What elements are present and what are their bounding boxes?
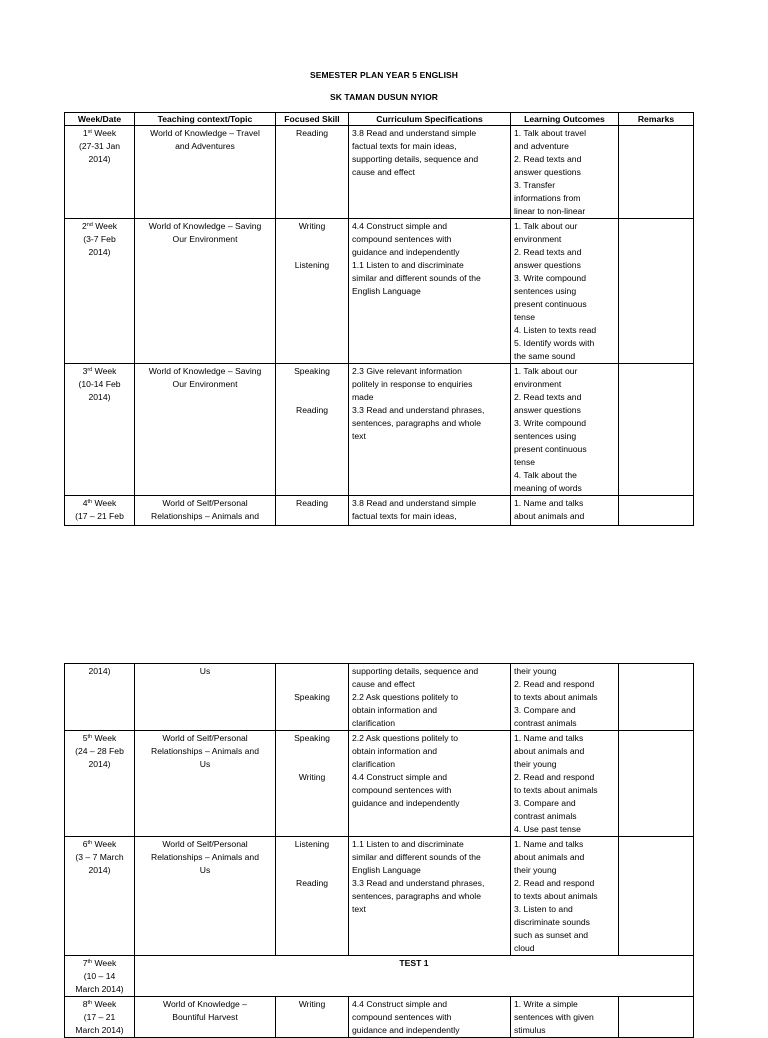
cell-line: (10-14 Feb bbox=[78, 379, 121, 389]
cell-line bbox=[279, 233, 345, 246]
cell-line: Our Environment bbox=[172, 234, 238, 244]
cell-line: Reading bbox=[295, 878, 328, 888]
cell-line: 3. Listen to and bbox=[514, 904, 573, 914]
week-label bbox=[68, 365, 131, 378]
cell-line: (10 – 14 bbox=[83, 971, 116, 981]
cell-line: and Adventures bbox=[175, 141, 235, 151]
cell-line: 3. Write compound bbox=[514, 273, 586, 283]
cell-line: compound sentences with bbox=[352, 1012, 452, 1022]
topic-cell bbox=[135, 364, 276, 496]
cell-line: 2.3 Give relevant information bbox=[352, 366, 462, 376]
cell-line: 3.3 Read and understand phrases, bbox=[352, 878, 485, 888]
outcomes-cell bbox=[511, 364, 619, 496]
week-date-cell bbox=[65, 956, 135, 997]
cell-line: World of Self/Personal bbox=[162, 733, 248, 743]
cell-line: compound sentences with bbox=[352, 785, 452, 795]
week-ordinal: st bbox=[87, 129, 92, 135]
cell-line: English Language bbox=[352, 286, 421, 296]
week-date-cell bbox=[65, 664, 135, 731]
cell-line: (3 – 7 March bbox=[75, 852, 124, 862]
skill-cell bbox=[276, 731, 349, 837]
cell-line: their young bbox=[514, 666, 557, 676]
cell-line: 2014) bbox=[88, 392, 111, 402]
cell-line: 3.3 Read and understand phrases, bbox=[352, 405, 485, 415]
cell-line: informations from bbox=[514, 193, 581, 203]
header-remarks: Remarks bbox=[619, 113, 694, 126]
cell-line: environment bbox=[514, 379, 562, 389]
cell-line: 4. Use past tense bbox=[514, 824, 581, 834]
cell-line bbox=[279, 665, 345, 678]
cell-line: guidance and independently bbox=[352, 798, 460, 808]
remarks-cell bbox=[619, 496, 694, 526]
cell-line: clarification bbox=[352, 759, 395, 769]
curriculum-cell bbox=[349, 496, 511, 526]
cell-line: tense bbox=[514, 457, 536, 467]
cell-line: tense bbox=[514, 312, 536, 322]
remarks-cell bbox=[619, 731, 694, 837]
table-row bbox=[65, 364, 694, 496]
week-date-cell bbox=[65, 837, 135, 956]
skill-cell bbox=[276, 219, 349, 364]
curriculum-cell bbox=[349, 997, 511, 1038]
cell-line: March 2014) bbox=[75, 1025, 124, 1035]
cell-line: obtain information and bbox=[352, 746, 438, 756]
cell-line: text bbox=[352, 904, 366, 914]
cell-line: Our Environment bbox=[172, 379, 238, 389]
skill-cell bbox=[276, 496, 349, 526]
semester-plan-table-part-2 bbox=[64, 663, 694, 1038]
school-name: SK TAMAN DUSUN NYIOR bbox=[329, 92, 439, 102]
skill-cell bbox=[276, 837, 349, 956]
skill-cell bbox=[276, 997, 349, 1038]
cell-line: politely in response to enquiries bbox=[352, 379, 473, 389]
cell-line bbox=[279, 745, 345, 758]
remarks-cell bbox=[619, 997, 694, 1038]
cell-line: the same sound bbox=[514, 351, 576, 361]
week-label bbox=[68, 220, 131, 233]
week-date-cell bbox=[65, 496, 135, 526]
cell-line: sentences using bbox=[514, 286, 577, 296]
week-date-cell bbox=[65, 997, 135, 1038]
cell-line: 1. Name and talks bbox=[514, 498, 584, 508]
cell-line: (3-7 Feb bbox=[83, 234, 116, 244]
cell-line: factual texts for main ideas, bbox=[352, 141, 457, 151]
test-cell: TEST 1 bbox=[135, 956, 694, 997]
table-row bbox=[65, 837, 694, 956]
remarks-cell bbox=[619, 364, 694, 496]
cell-line: March 2014) bbox=[75, 984, 124, 994]
outcomes-cell bbox=[511, 126, 619, 219]
outcomes-cell bbox=[511, 496, 619, 526]
outcomes-cell bbox=[511, 837, 619, 956]
cell-line: text bbox=[352, 431, 366, 441]
cell-line: compound sentences with bbox=[352, 234, 452, 244]
cell-line: their young bbox=[514, 759, 557, 769]
header-curriculum-specifications: Curriculum Specifications bbox=[349, 113, 511, 126]
cell-line: present continuous bbox=[514, 299, 587, 309]
week-word: Week bbox=[92, 733, 117, 743]
cell-line: discriminate sounds bbox=[514, 917, 590, 927]
cell-line: 2. Read texts and bbox=[514, 247, 582, 257]
cell-line: Speaking bbox=[294, 733, 330, 743]
cell-line: Relationships – Animals and bbox=[151, 852, 259, 862]
cell-line: Relationships – Animals and bbox=[151, 746, 259, 756]
header-focused-skill: Focused Skill bbox=[276, 113, 349, 126]
week-ordinal: nd bbox=[86, 222, 93, 228]
cell-line: 2014) bbox=[88, 247, 111, 257]
week-date-cell bbox=[65, 731, 135, 837]
cell-line: World of Knowledge – bbox=[163, 999, 247, 1009]
cell-line: Listening bbox=[294, 839, 330, 849]
cell-line: World of Knowledge – Saving bbox=[148, 221, 262, 231]
semester-plan-table-part-1 bbox=[64, 112, 694, 526]
cell-line: 2. Read and respond bbox=[514, 878, 595, 888]
remarks-cell bbox=[619, 219, 694, 364]
week-word: Week bbox=[92, 221, 118, 231]
cell-line: such as sunset and bbox=[514, 930, 589, 940]
cell-line: Writing bbox=[298, 999, 326, 1009]
cell-line: 3. Transfer bbox=[514, 180, 556, 190]
outcomes-cell bbox=[511, 219, 619, 364]
cell-line: Reading bbox=[295, 128, 328, 138]
cell-line: stimulus bbox=[514, 1025, 546, 1035]
cell-line: present continuous bbox=[514, 444, 587, 454]
cell-line: Relationships – Animals and bbox=[151, 511, 259, 521]
cell-line: (17 – 21 Feb bbox=[75, 511, 124, 521]
cell-line: their young bbox=[514, 865, 557, 875]
week-date-cell bbox=[65, 364, 135, 496]
document-title: SEMESTER PLAN YEAR 5 ENGLISH bbox=[309, 70, 459, 80]
cell-line: sentences with given bbox=[514, 1012, 594, 1022]
skill-cell bbox=[276, 364, 349, 496]
cell-line: sentences using bbox=[514, 431, 577, 441]
week-ordinal: th bbox=[87, 840, 93, 846]
cell-line: 2014) bbox=[88, 759, 111, 769]
week-label bbox=[68, 127, 131, 140]
cell-line: Us bbox=[199, 759, 211, 769]
cell-line: sentences, paragraphs and whole bbox=[352, 418, 481, 428]
cell-line: supporting details, sequence and bbox=[352, 154, 479, 164]
cell-line: cloud bbox=[514, 943, 535, 953]
topic-cell bbox=[135, 496, 276, 526]
cell-line: 1. Talk about our bbox=[514, 366, 578, 376]
cell-line: 4.4 Construct simple and bbox=[352, 772, 448, 782]
table-row bbox=[65, 997, 694, 1038]
week-ordinal: th bbox=[87, 499, 93, 505]
topic-cell bbox=[135, 997, 276, 1038]
week-number: 1 bbox=[82, 128, 88, 138]
cell-line: 2014) bbox=[88, 865, 111, 875]
outcomes-cell bbox=[511, 664, 619, 731]
cell-line: Reading bbox=[295, 405, 328, 415]
week-label bbox=[68, 497, 131, 510]
cell-line: World of Knowledge – Saving bbox=[148, 366, 262, 376]
cell-line: answer questions bbox=[514, 260, 581, 270]
cell-line: answer questions bbox=[514, 167, 581, 177]
cell-line: World of Self/Personal bbox=[162, 839, 248, 849]
week-number: 3 bbox=[82, 366, 88, 376]
week-ordinal: rd bbox=[87, 367, 93, 373]
week-ordinal: th bbox=[87, 734, 93, 740]
cell-line: English Language bbox=[352, 865, 421, 875]
cell-line bbox=[279, 378, 345, 391]
cell-line: 2014) bbox=[88, 666, 111, 676]
cell-line: guidance and independently bbox=[352, 1025, 460, 1035]
cell-line: (17 – 21 bbox=[83, 1012, 116, 1022]
cell-line: Reading bbox=[295, 498, 328, 508]
header-week-date: Week/Date bbox=[65, 113, 135, 126]
cell-line: 1.1 Listen to and discriminate bbox=[352, 839, 464, 849]
table-header-row bbox=[65, 113, 694, 126]
week-label bbox=[68, 998, 131, 1011]
cell-line: meaning of words bbox=[514, 483, 582, 493]
cell-line: 1. Write a simple bbox=[514, 999, 578, 1009]
cell-line: 2.2 Ask questions politely to bbox=[352, 733, 459, 743]
week-word: Week bbox=[91, 128, 117, 138]
cell-line: factual texts for main ideas, bbox=[352, 511, 457, 521]
cell-line: about animals and bbox=[514, 852, 585, 862]
cell-line: 2014) bbox=[88, 154, 111, 164]
curriculum-cell bbox=[349, 731, 511, 837]
cell-line: 2. Read texts and bbox=[514, 392, 582, 402]
week-number: 8 bbox=[82, 999, 88, 1009]
skill-cell bbox=[276, 664, 349, 731]
week-word: Week bbox=[92, 999, 117, 1009]
curriculum-cell bbox=[349, 219, 511, 364]
cell-line: World of Knowledge – Travel bbox=[150, 128, 260, 138]
cell-line: contrast animals bbox=[514, 718, 577, 728]
week-ordinal: th bbox=[87, 1000, 93, 1006]
cell-line bbox=[279, 864, 345, 877]
table-row bbox=[65, 664, 694, 731]
cell-line: and adventure bbox=[514, 141, 569, 151]
curriculum-cell bbox=[349, 126, 511, 219]
cell-line: 3.8 Read and understand simple bbox=[352, 498, 477, 508]
cell-line: (27-31 Jan bbox=[78, 141, 121, 151]
week-number: 2 bbox=[81, 221, 87, 231]
cell-line: Us bbox=[199, 865, 211, 875]
cell-line: contrast animals bbox=[514, 811, 577, 821]
table-row bbox=[65, 496, 694, 526]
cell-line: cause and effect bbox=[352, 167, 415, 177]
curriculum-cell bbox=[349, 664, 511, 731]
cell-line: 1.1 Listen to and discriminate bbox=[352, 260, 464, 270]
week-word: Week bbox=[92, 366, 117, 376]
week-word: Week bbox=[92, 958, 117, 968]
table-row bbox=[65, 956, 694, 997]
week-date-cell bbox=[65, 219, 135, 364]
cell-line: 1. Name and talks bbox=[514, 733, 584, 743]
cell-line: clarification bbox=[352, 718, 395, 728]
week-ordinal: th bbox=[87, 959, 93, 965]
cell-line: 1. Talk about our bbox=[514, 221, 578, 231]
cell-line: made bbox=[352, 392, 374, 402]
week-word: Week bbox=[92, 839, 117, 849]
cell-line: Speaking bbox=[294, 692, 330, 702]
cell-line: Listening bbox=[294, 260, 330, 270]
remarks-cell bbox=[619, 664, 694, 731]
header-teaching-context: Teaching context/Topic bbox=[135, 113, 276, 126]
cell-line: answer questions bbox=[514, 405, 581, 415]
outcomes-cell bbox=[511, 731, 619, 837]
cell-line: guidance and independently bbox=[352, 247, 460, 257]
topic-cell bbox=[135, 219, 276, 364]
cell-line: 5. Identify words with bbox=[514, 338, 595, 348]
week-number: 4 bbox=[82, 498, 88, 508]
topic-cell bbox=[135, 126, 276, 219]
topic-cell bbox=[135, 664, 276, 731]
week-number: 5 bbox=[82, 733, 88, 743]
header-learning-outcomes: Learning Outcomes bbox=[511, 113, 619, 126]
cell-line: supporting details, sequence and bbox=[352, 666, 479, 676]
cell-line: 2. Read and respond bbox=[514, 679, 595, 689]
week-label bbox=[68, 838, 131, 851]
cell-line: Us bbox=[199, 666, 211, 676]
cell-line: to texts about animals bbox=[514, 891, 598, 901]
cell-line: 3. Write compound bbox=[514, 418, 586, 428]
table-row bbox=[65, 126, 694, 219]
curriculum-cell bbox=[349, 837, 511, 956]
cell-line: to texts about animals bbox=[514, 692, 598, 702]
remarks-cell bbox=[619, 126, 694, 219]
cell-line bbox=[279, 758, 345, 771]
table-row bbox=[65, 219, 694, 364]
cell-line: 4.4 Construct simple and bbox=[352, 999, 448, 1009]
table-row bbox=[65, 731, 694, 837]
cell-line: 4. Listen to texts read bbox=[514, 325, 597, 335]
week-date-cell bbox=[65, 126, 135, 219]
cell-line: 2.2 Ask questions politely to bbox=[352, 692, 459, 702]
cell-line: 3. Compare and bbox=[514, 798, 576, 808]
cell-line bbox=[279, 678, 345, 691]
cell-line bbox=[279, 246, 345, 259]
cell-line: Writing bbox=[298, 221, 326, 231]
cell-line: 3.8 Read and understand simple bbox=[352, 128, 477, 138]
cell-line: Writing bbox=[298, 772, 326, 782]
week-label bbox=[68, 957, 131, 970]
cell-line: Speaking bbox=[294, 366, 330, 376]
week-number: 7 bbox=[82, 958, 88, 968]
curriculum-cell bbox=[349, 364, 511, 496]
cell-line: obtain information and bbox=[352, 705, 438, 715]
cell-line: (24 – 28 Feb bbox=[75, 746, 124, 756]
cell-line bbox=[279, 851, 345, 864]
cell-line: 3. Compare and bbox=[514, 705, 576, 715]
cell-line: sentences, paragraphs and whole bbox=[352, 891, 481, 901]
cell-line: 4. Talk about the bbox=[514, 470, 577, 480]
cell-line bbox=[279, 391, 345, 404]
cell-line: Bountiful Harvest bbox=[172, 1012, 238, 1022]
cell-line: about animals and bbox=[514, 746, 585, 756]
cell-line: 1. Name and talks bbox=[514, 839, 584, 849]
cell-line: linear to non-linear bbox=[514, 206, 586, 216]
week-label bbox=[68, 732, 131, 745]
outcomes-cell bbox=[511, 997, 619, 1038]
cell-line: 2. Read texts and bbox=[514, 154, 582, 164]
cell-line: about animals and bbox=[514, 511, 585, 521]
remarks-cell bbox=[619, 837, 694, 956]
week-number: 6 bbox=[82, 839, 88, 849]
topic-cell bbox=[135, 731, 276, 837]
cell-line: similar and different sounds of the bbox=[352, 273, 481, 283]
cell-line: cause and effect bbox=[352, 679, 415, 689]
week-word: Week bbox=[92, 498, 117, 508]
cell-line: to texts about animals bbox=[514, 785, 598, 795]
cell-line: 1. Talk about travel bbox=[514, 128, 586, 138]
topic-cell bbox=[135, 837, 276, 956]
cell-line: World of Self/Personal bbox=[162, 498, 248, 508]
cell-line: 2. Read and respond bbox=[514, 772, 595, 782]
cell-line: similar and different sounds of the bbox=[352, 852, 481, 862]
cell-line: 4.4 Construct simple and bbox=[352, 221, 448, 231]
skill-cell bbox=[276, 126, 349, 219]
cell-line: environment bbox=[514, 234, 562, 244]
